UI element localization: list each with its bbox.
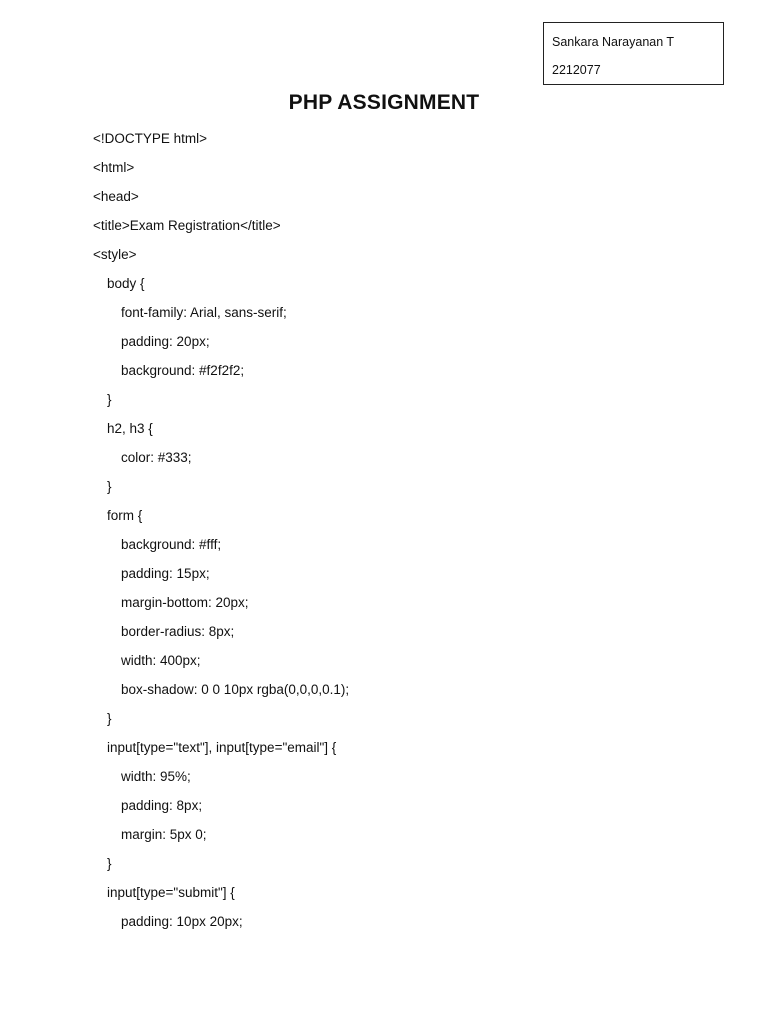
code-line: } (107, 711, 112, 726)
code-line: <title>Exam Registration</title> (93, 218, 281, 233)
code-line: form { (107, 508, 143, 523)
code-line: padding: 8px; (121, 798, 203, 813)
code-line: <style> (93, 247, 137, 262)
code-line: <html> (93, 160, 135, 175)
code-line: padding: 15px; (121, 566, 210, 581)
code-line: } (107, 392, 112, 407)
code-line: width: 400px; (121, 653, 201, 668)
code-listing (93, 124, 349, 936)
code-line: background: #f2f2f2; (121, 363, 245, 378)
code-line: font-family: Arial, sans-serif; (121, 305, 287, 320)
code-line: body { (107, 276, 145, 291)
code-line: color: #333; (121, 450, 192, 465)
code-line: border-radius: 8px; (121, 624, 235, 639)
code-line: input[type="submit"] { (107, 885, 235, 900)
page-title: PHP ASSIGNMENT (288, 91, 480, 114)
code-line: padding: 20px; (121, 334, 210, 349)
code-line: margin-bottom: 20px; (121, 595, 249, 610)
code-line: input[type="text"], input[type="email"] { (107, 740, 337, 755)
student-id: 2212077 (552, 63, 601, 77)
student-name: Sankara Narayanan T (552, 35, 675, 49)
code-line: <head> (93, 189, 139, 204)
code-line: padding: 10px 20px; (121, 914, 243, 929)
code-line: <!DOCTYPE html> (93, 131, 208, 146)
student-info-box (543, 22, 724, 85)
code-line: background: #fff; (121, 537, 222, 552)
code-line: margin: 5px 0; (121, 827, 207, 842)
code-line: } (107, 479, 112, 494)
code-line: } (107, 856, 112, 871)
code-line: width: 95%; (121, 769, 191, 784)
code-line: h2, h3 { (107, 421, 153, 436)
code-line: box-shadow: 0 0 10px rgba(0,0,0,0.1); (121, 682, 350, 697)
